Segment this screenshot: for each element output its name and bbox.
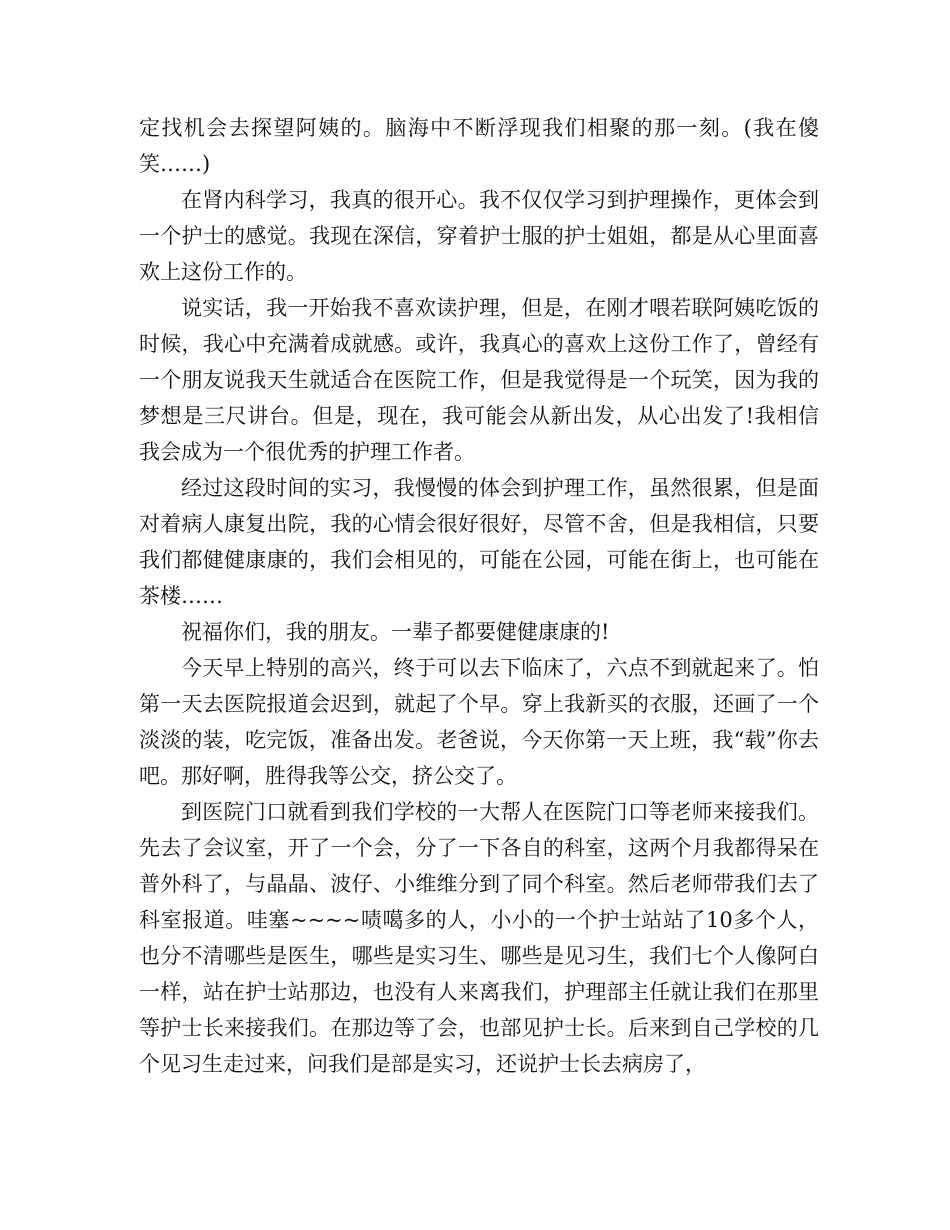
paragraph-5: 祝福你们，我的朋友。一辈子都要健健康康的! <box>181 620 610 644</box>
paragraph-6: 今天早上特别的高兴，终于可以去下临床了，六点不到就起来了。怕第一天去医院报道会迟到，就起了个早。穿上我新买的衣服，还画了一个淡淡的装，吃完饭，准备出发。老爸说，今天你第一天上班，我“载”你去吧。那好啊，胜得我等公交，挤公交了。 <box>139 656 819 788</box>
paragraph-3: 说实话，我一开始我不喜欢读护理，但是，在刚才喂若联阿姨吃饭的时候，我心中充满着成就感。或许，我真心的喜欢上这份工作了，曾经有一个朋友说我天生就适合在医院工作，但是我觉得是一个玩笑，因为我的梦想是三尺讲台。但是，现在，我可能会从新出发，从心出发了!我相信我会成为一个很优秀的护理工作者。 <box>139 296 819 464</box>
paragraph-2: 在肾内科学习，我真的很开心。我不仅仅学习到护理操作，更体会到一个护士的感觉。我现在深信，穿着护士服的护士姐姐，都是从心里面喜欢上这份工作的。 <box>139 188 819 284</box>
document-body <box>139 110 819 1082</box>
paragraph-7: 到医院门口就看到我们学校的一大帮人在医院门口等老师来接我们。先去了会议室，开了一个会，分了一下各自的科室，这两个月我都得呆在普外科了，与晶晶、波仔、小维维分到了同个科室。然后老师带我们去了科室报道。哇塞~~~~啧噶多的人，小小的一个护士站站了10多个人，也分不清哪些是医生，哪些是实习生、哪些是见习生，我们七个人像阿白一样，站在护士站那边，也没有人来离我们，护理部主任就让我们在那里等护士长来接我们。在那边等了会，也部见护士长。后来到自己学校的几个见习生走过来，问我们是部是实习，还说护士长去病房了， <box>139 800 819 1076</box>
paragraph-1: 定找机会去探望阿姨的。脑海中不断浮现我们相聚的那一刻。(我在傻笑……) <box>139 116 819 176</box>
paragraph-4: 经过这段时间的实习，我慢慢的体会到护理工作，虽然很累，但是面对着病人康复出院，我的心情会很好很好，尽管不舍，但是我相信，只要我们都健健康康的，我们会相见的，可能在公园，可能在街上，也可能在茶楼…… <box>139 476 819 608</box>
